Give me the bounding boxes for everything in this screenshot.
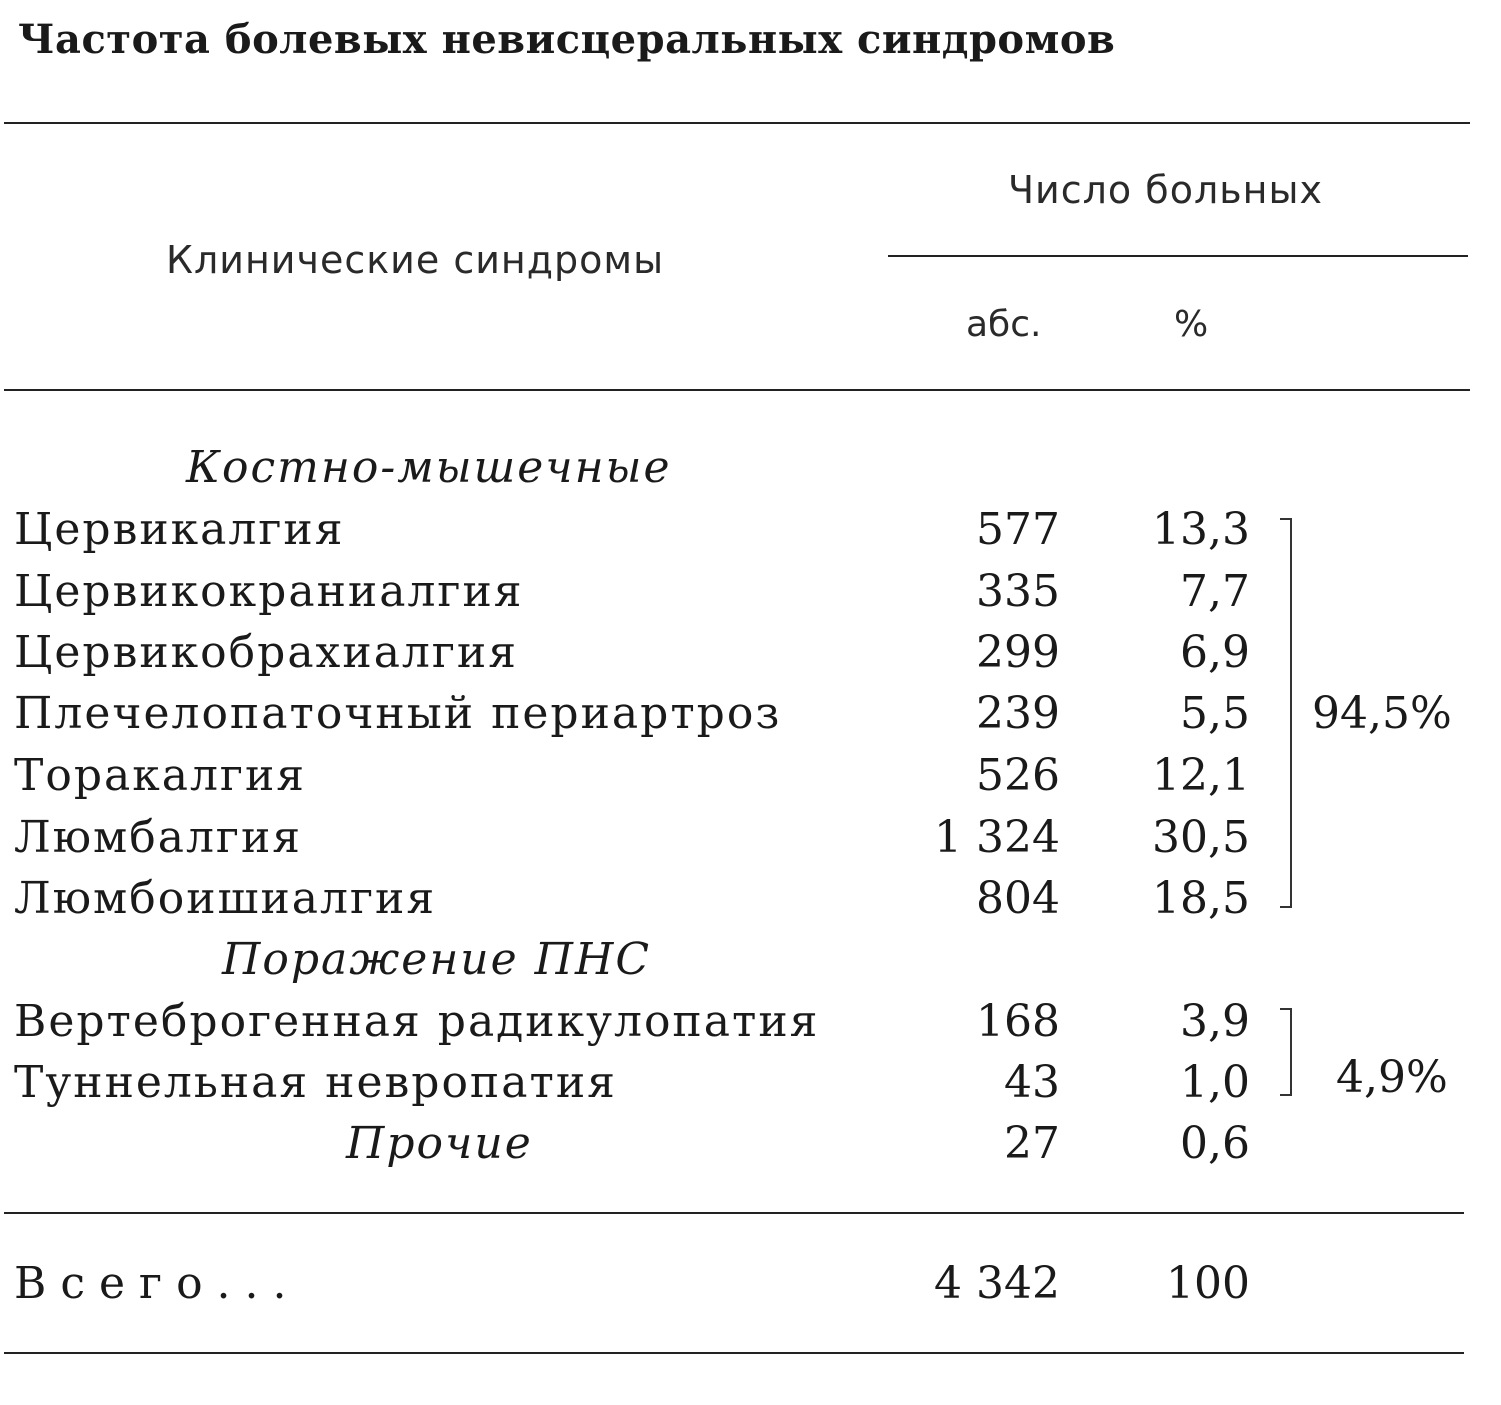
table-row xyxy=(0,996,1501,1058)
total-pct-value: 100 xyxy=(1166,1258,1250,1309)
top-rule xyxy=(4,122,1470,124)
row-abs-value: 1 324 xyxy=(934,812,1060,863)
total-label: Всего... xyxy=(14,1258,301,1309)
table-row xyxy=(0,627,1501,689)
column-header-patients: Число больных xyxy=(1008,168,1323,212)
table-bottom-rule xyxy=(4,1352,1464,1354)
row-name: Люмбалгия xyxy=(14,812,303,863)
total-abs-value: 4 342 xyxy=(934,1258,1060,1309)
row-name: Вертеброгенная радикулопатия xyxy=(14,996,820,1047)
row-abs-value: 27 xyxy=(1004,1118,1060,1169)
header-sub-rule xyxy=(888,255,1468,257)
row-pct-value: 5,5 xyxy=(1180,688,1250,739)
section-title-musculoskeletal: Костно-мышечные xyxy=(186,442,672,493)
table-row xyxy=(0,873,1501,935)
row-abs-value: 168 xyxy=(976,996,1060,1047)
row-pct-value: 12,1 xyxy=(1152,750,1250,801)
row-pct-value: 3,9 xyxy=(1180,996,1250,1047)
row-name: Плечелопаточный периартроз xyxy=(14,688,782,739)
row-abs-value: 526 xyxy=(976,750,1060,801)
row-name: Цервикокраниалгия xyxy=(14,566,524,617)
row-pct-value: 30,5 xyxy=(1152,812,1250,863)
row-abs-value: 299 xyxy=(976,627,1060,678)
page-title: Частота болевых невисцеральных синдромов xyxy=(18,16,1116,63)
row-pct-value: 6,9 xyxy=(1180,627,1250,678)
column-header-abs: абс. xyxy=(966,304,1042,345)
row-abs-value: 577 xyxy=(976,504,1060,555)
group-total-musculoskeletal: 94,5% xyxy=(1312,688,1452,739)
row-abs-value: 335 xyxy=(976,566,1060,617)
row-name: Прочие xyxy=(346,1118,533,1169)
row-abs-value: 804 xyxy=(976,873,1060,924)
group-total-pns: 4,9% xyxy=(1336,1052,1448,1103)
row-name: Туннельная невропатия xyxy=(14,1057,617,1108)
group-bracket-pns xyxy=(1280,1008,1292,1096)
column-header-syndromes: Клинические синдромы xyxy=(166,238,665,282)
row-name: Люмбоишиалгия xyxy=(14,873,437,924)
group-bracket-musculoskeletal xyxy=(1280,518,1292,908)
total-row xyxy=(0,1258,1501,1320)
row-abs-value: 239 xyxy=(976,688,1060,739)
row-pct-value: 18,5 xyxy=(1152,873,1250,924)
table-row xyxy=(0,1118,1501,1180)
row-pct-value: 1,0 xyxy=(1180,1057,1250,1108)
header-bottom-rule xyxy=(4,389,1470,391)
table-row xyxy=(0,1057,1501,1119)
column-header-pct: % xyxy=(1174,304,1209,345)
table-row xyxy=(0,566,1501,628)
section-title-pns: Поражение ПНС xyxy=(222,934,652,985)
row-name: Цервикалгия xyxy=(14,504,345,555)
row-name: Цервикобрахиалгия xyxy=(14,627,519,678)
row-pct-value: 0,6 xyxy=(1180,1118,1250,1169)
row-pct-value: 13,3 xyxy=(1152,504,1250,555)
row-name: Торакалгия xyxy=(14,750,307,801)
row-abs-value: 43 xyxy=(1004,1057,1060,1108)
table-row xyxy=(0,688,1501,750)
table-row xyxy=(0,504,1501,566)
table-row xyxy=(0,812,1501,874)
table-row xyxy=(0,750,1501,812)
row-pct-value: 7,7 xyxy=(1180,566,1250,617)
body-bottom-rule xyxy=(4,1212,1464,1214)
